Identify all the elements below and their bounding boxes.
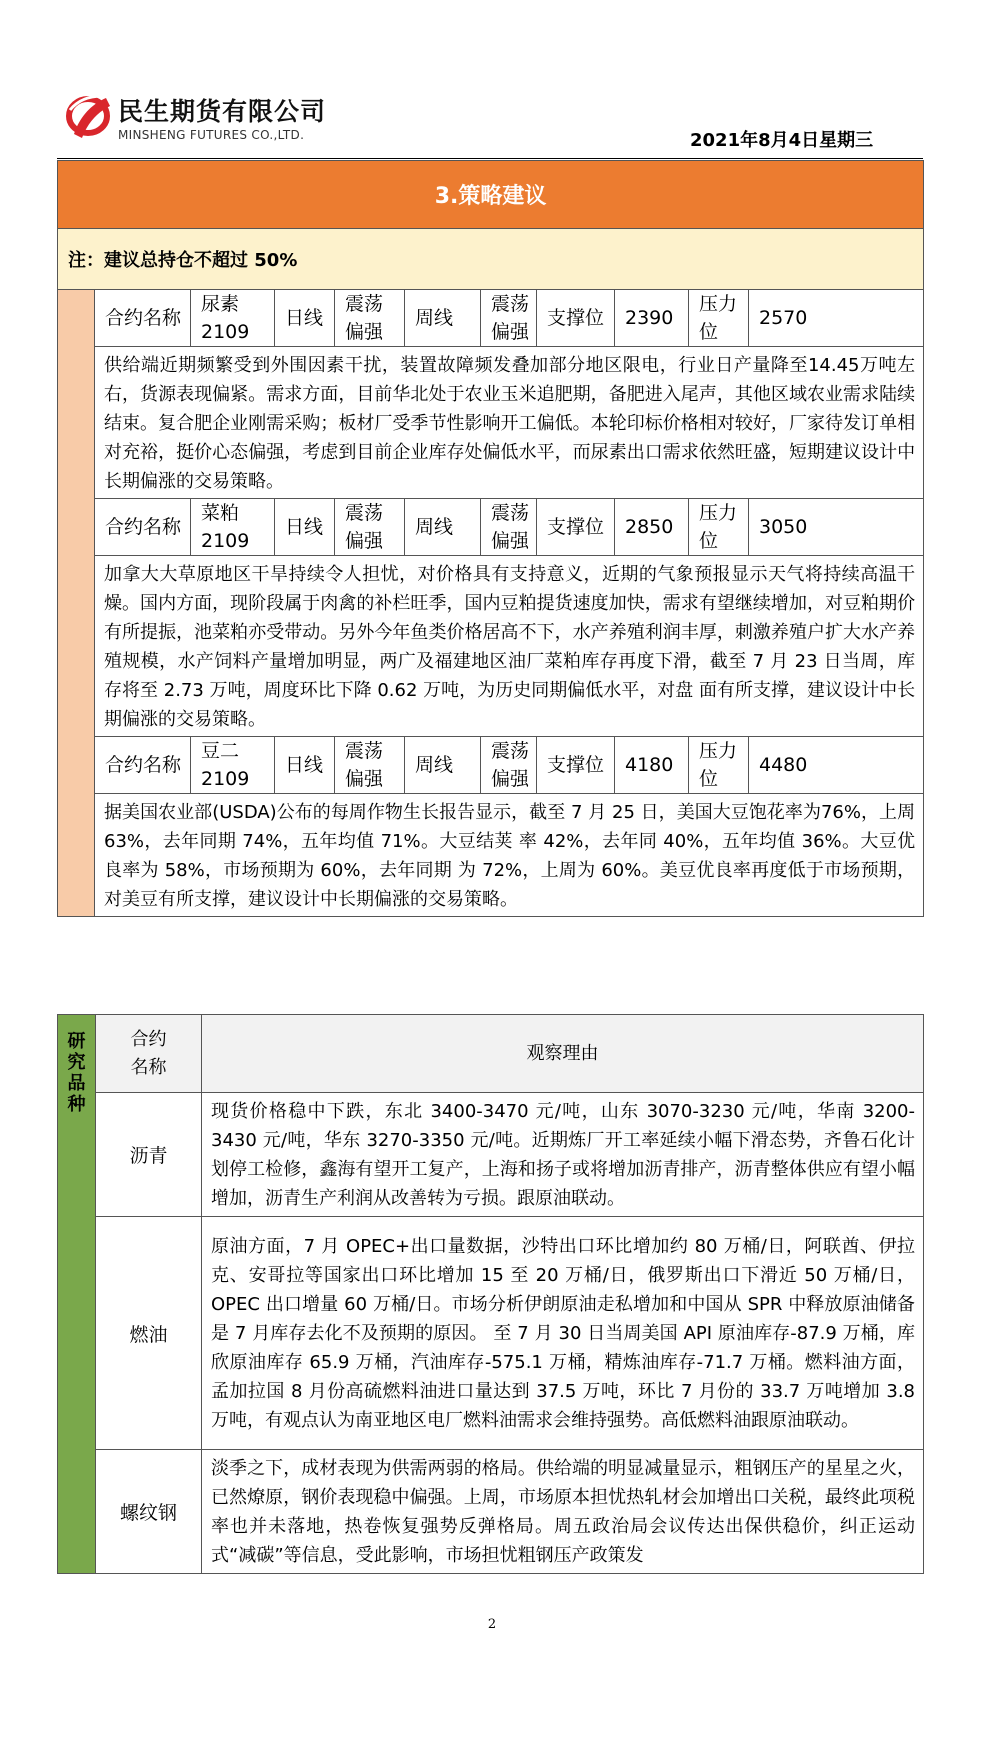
weekly-trend: 震荡 偏强	[481, 499, 537, 556]
research-header-reason: 观察理由	[202, 1015, 924, 1093]
daily-trend: 震荡 偏强	[335, 499, 405, 556]
contract-header-row	[58, 290, 924, 347]
contract-analysis-text: 供给端近期频繁受到外围因素干扰，装置故障频发叠加部分地区限电，行业日产量降至14.45万吨左右，货源表现偏紧。需求方面，目前华北处于农业玉米追肥期，备肥进入尾声，其他区域农业需求陆续结束。复合肥企业刚需采购；板材厂受季节性影响开工偏低。本轮印标价格相对较好，厂家待发订单相对充裕，挺价心态偏强，考虑到目前企业库存处偏低水平，而尿素出口需求依然旺盛，短期建议设计中长期偏涨的交易策略。	[95, 347, 924, 499]
support-value: 2850	[615, 499, 689, 556]
report-date: 2021年8月4日星期三	[690, 130, 874, 151]
research-side-label: 研 究 品 种	[58, 1015, 96, 1574]
pressure-label: 压力 位	[689, 737, 749, 794]
contract-header-row	[58, 499, 924, 556]
research-row-text: 淡季之下，成材表现为供需两弱的格局。供给端的明显减量显示，粗钢压产的星星之火，已然燎原，钢价表现稳中偏强。上周，市场原本担忧热轧材会加增出口关税，最终此项税率也并未落地，热卷恢复强势反弹格局。周五政治局会议传达出保供稳价，纠正运动式“减碳”等信息，受此影响，市场担忧粗钢压产政策发	[202, 1450, 924, 1574]
weekly-trend: 震荡 偏强	[481, 290, 537, 347]
support-label: 支撑位	[537, 499, 615, 556]
contract-analysis-text: 据美国农业部(USDA)公布的每周作物生长报告显示，截至 7 月 25 日，美国大豆饱花率为76%，上周 63%，去年同期 74%，五年均值 71%。大豆结荚 率 42%，去年同 40%，五年均值 36%。大豆优良率为 58%，市场预期为 60%，去年同期 为 72%，上周为 60%。美豆优良率再度低于市场预期，对美豆有所支撑，建议设计中长期偏涨的交易策略。	[95, 794, 924, 917]
daily-label: 日线	[275, 499, 335, 556]
support-value: 2390	[615, 290, 689, 347]
contract-analysis-row	[58, 347, 924, 499]
support-label: 支撑位	[537, 290, 615, 347]
weekly-trend: 震荡 偏强	[481, 737, 537, 794]
contract-name-label: 合约名称	[95, 290, 191, 347]
contract-analysis-text: 加拿大大草原地区干旱持续令人担忧，对价格具有支持意义，近期的气象预报显示天气将持续高温干燥。国内方面，现阶段属于肉禽的补栏旺季，国内豆粕提货速度加快，需求有望继续增加，对豆粕期价有所提振，池菜粕亦受带动。另外今年鱼类价格居高不下，水产养殖利润丰厚，刺激养殖户扩大水产养殖规模，水产饲料产量增加明显，两广及福建地区油厂菜粕库存再度下滑，截至 7 月 23 日当周，库存将至 2.73 万吨，周度环比下降 0.62 万吨，为历史同期偏低水平，对盘 面有所支撑，建议设计中长期偏涨的交易策略。	[95, 556, 924, 737]
company-name-en: MINSHENG FUTURES CO.,LTD.	[118, 128, 305, 142]
research-row-name: 螺纹钢	[96, 1450, 202, 1574]
contract-analysis-row	[58, 794, 924, 917]
contract-name: 菜粕 2109	[191, 499, 275, 556]
support-value: 4180	[615, 737, 689, 794]
pressure-label: 压力 位	[689, 290, 749, 347]
daily-trend: 震荡 偏强	[335, 290, 405, 347]
pressure-value: 4480	[749, 737, 924, 794]
support-label: 支撑位	[537, 737, 615, 794]
research-row-text: 现货价格稳中下跌，东北 3400-3470 元/吨，山东 3070-3230 元/吨，华南 3200-3430 元/吨，华东 3270-3350 元/吨。近期炼厂开工率延续小幅下滑态势，齐鲁石化计划停工检修，鑫海有望开工复产，上海和扬子或将增加沥青排产，沥青整体供应有望小幅增加，沥青生产利润从改善转为亏损。跟原油联动。	[202, 1093, 924, 1217]
contract-name-label: 合约名称	[95, 499, 191, 556]
position-note: 注：建议总持仓不超过 50%	[58, 229, 924, 290]
company-logo	[66, 90, 366, 150]
strategy-title: 3.策略建议	[58, 161, 924, 229]
daily-label: 日线	[275, 737, 335, 794]
page-number: 2	[487, 1617, 497, 1632]
pressure-value: 3050	[749, 499, 924, 556]
contract-name-label: 合约名称	[95, 737, 191, 794]
company-name-cn: 民生期货有限公司	[118, 97, 327, 126]
daily-label: 日线	[275, 290, 335, 347]
research-row-name: 燃油	[96, 1217, 202, 1450]
header-divider	[57, 158, 923, 159]
pressure-value: 2570	[749, 290, 924, 347]
logo-mark-icon	[66, 90, 114, 146]
contract-header-row	[58, 737, 924, 794]
contract-name: 豆二 2109	[191, 737, 275, 794]
research-header-name: 合约 名称	[96, 1015, 202, 1093]
research-row-name: 沥青	[96, 1093, 202, 1217]
weekly-label: 周线	[405, 499, 481, 556]
strategy-table	[57, 160, 924, 917]
daily-trend: 震荡 偏强	[335, 737, 405, 794]
weekly-label: 周线	[405, 737, 481, 794]
contract-analysis-row	[58, 556, 924, 737]
research-table	[57, 1014, 924, 1574]
strategy-side-bar	[58, 290, 95, 917]
pressure-label: 压力 位	[689, 499, 749, 556]
contract-name: 尿素 2109	[191, 290, 275, 347]
research-row-text: 原油方面，7 月 OPEC+出口量数据，沙特出口环比增加约 80 万桶/日，阿联酋、伊拉克、安哥拉等国家出口环比增加 15 至 20 万桶/日，俄罗斯出口下滑近 50 万桶/日，OPEC 出口增量 60 万桶/日。市场分析伊朗原油走私增加和中国从 SPR 中释放原油储备是 7 月库存去化不及预期的原因。 至 7 月 30 日当周美国 API 原油库存-87.9 万桶，库欣原油库存 65.9 万桶，汽油库存-575.1 万桶，精炼油库存-71.7 万桶。燃料油方面，孟加拉国 8 月份高硫燃料油进口量达到 37.5 万吨，环比 7 月份的 33.7 万吨增加 3.8 万吨，有观点认为南亚地区电厂燃料油需求会维持强势。高低燃料油跟原油联动。	[202, 1217, 924, 1450]
weekly-label: 周线	[405, 290, 481, 347]
